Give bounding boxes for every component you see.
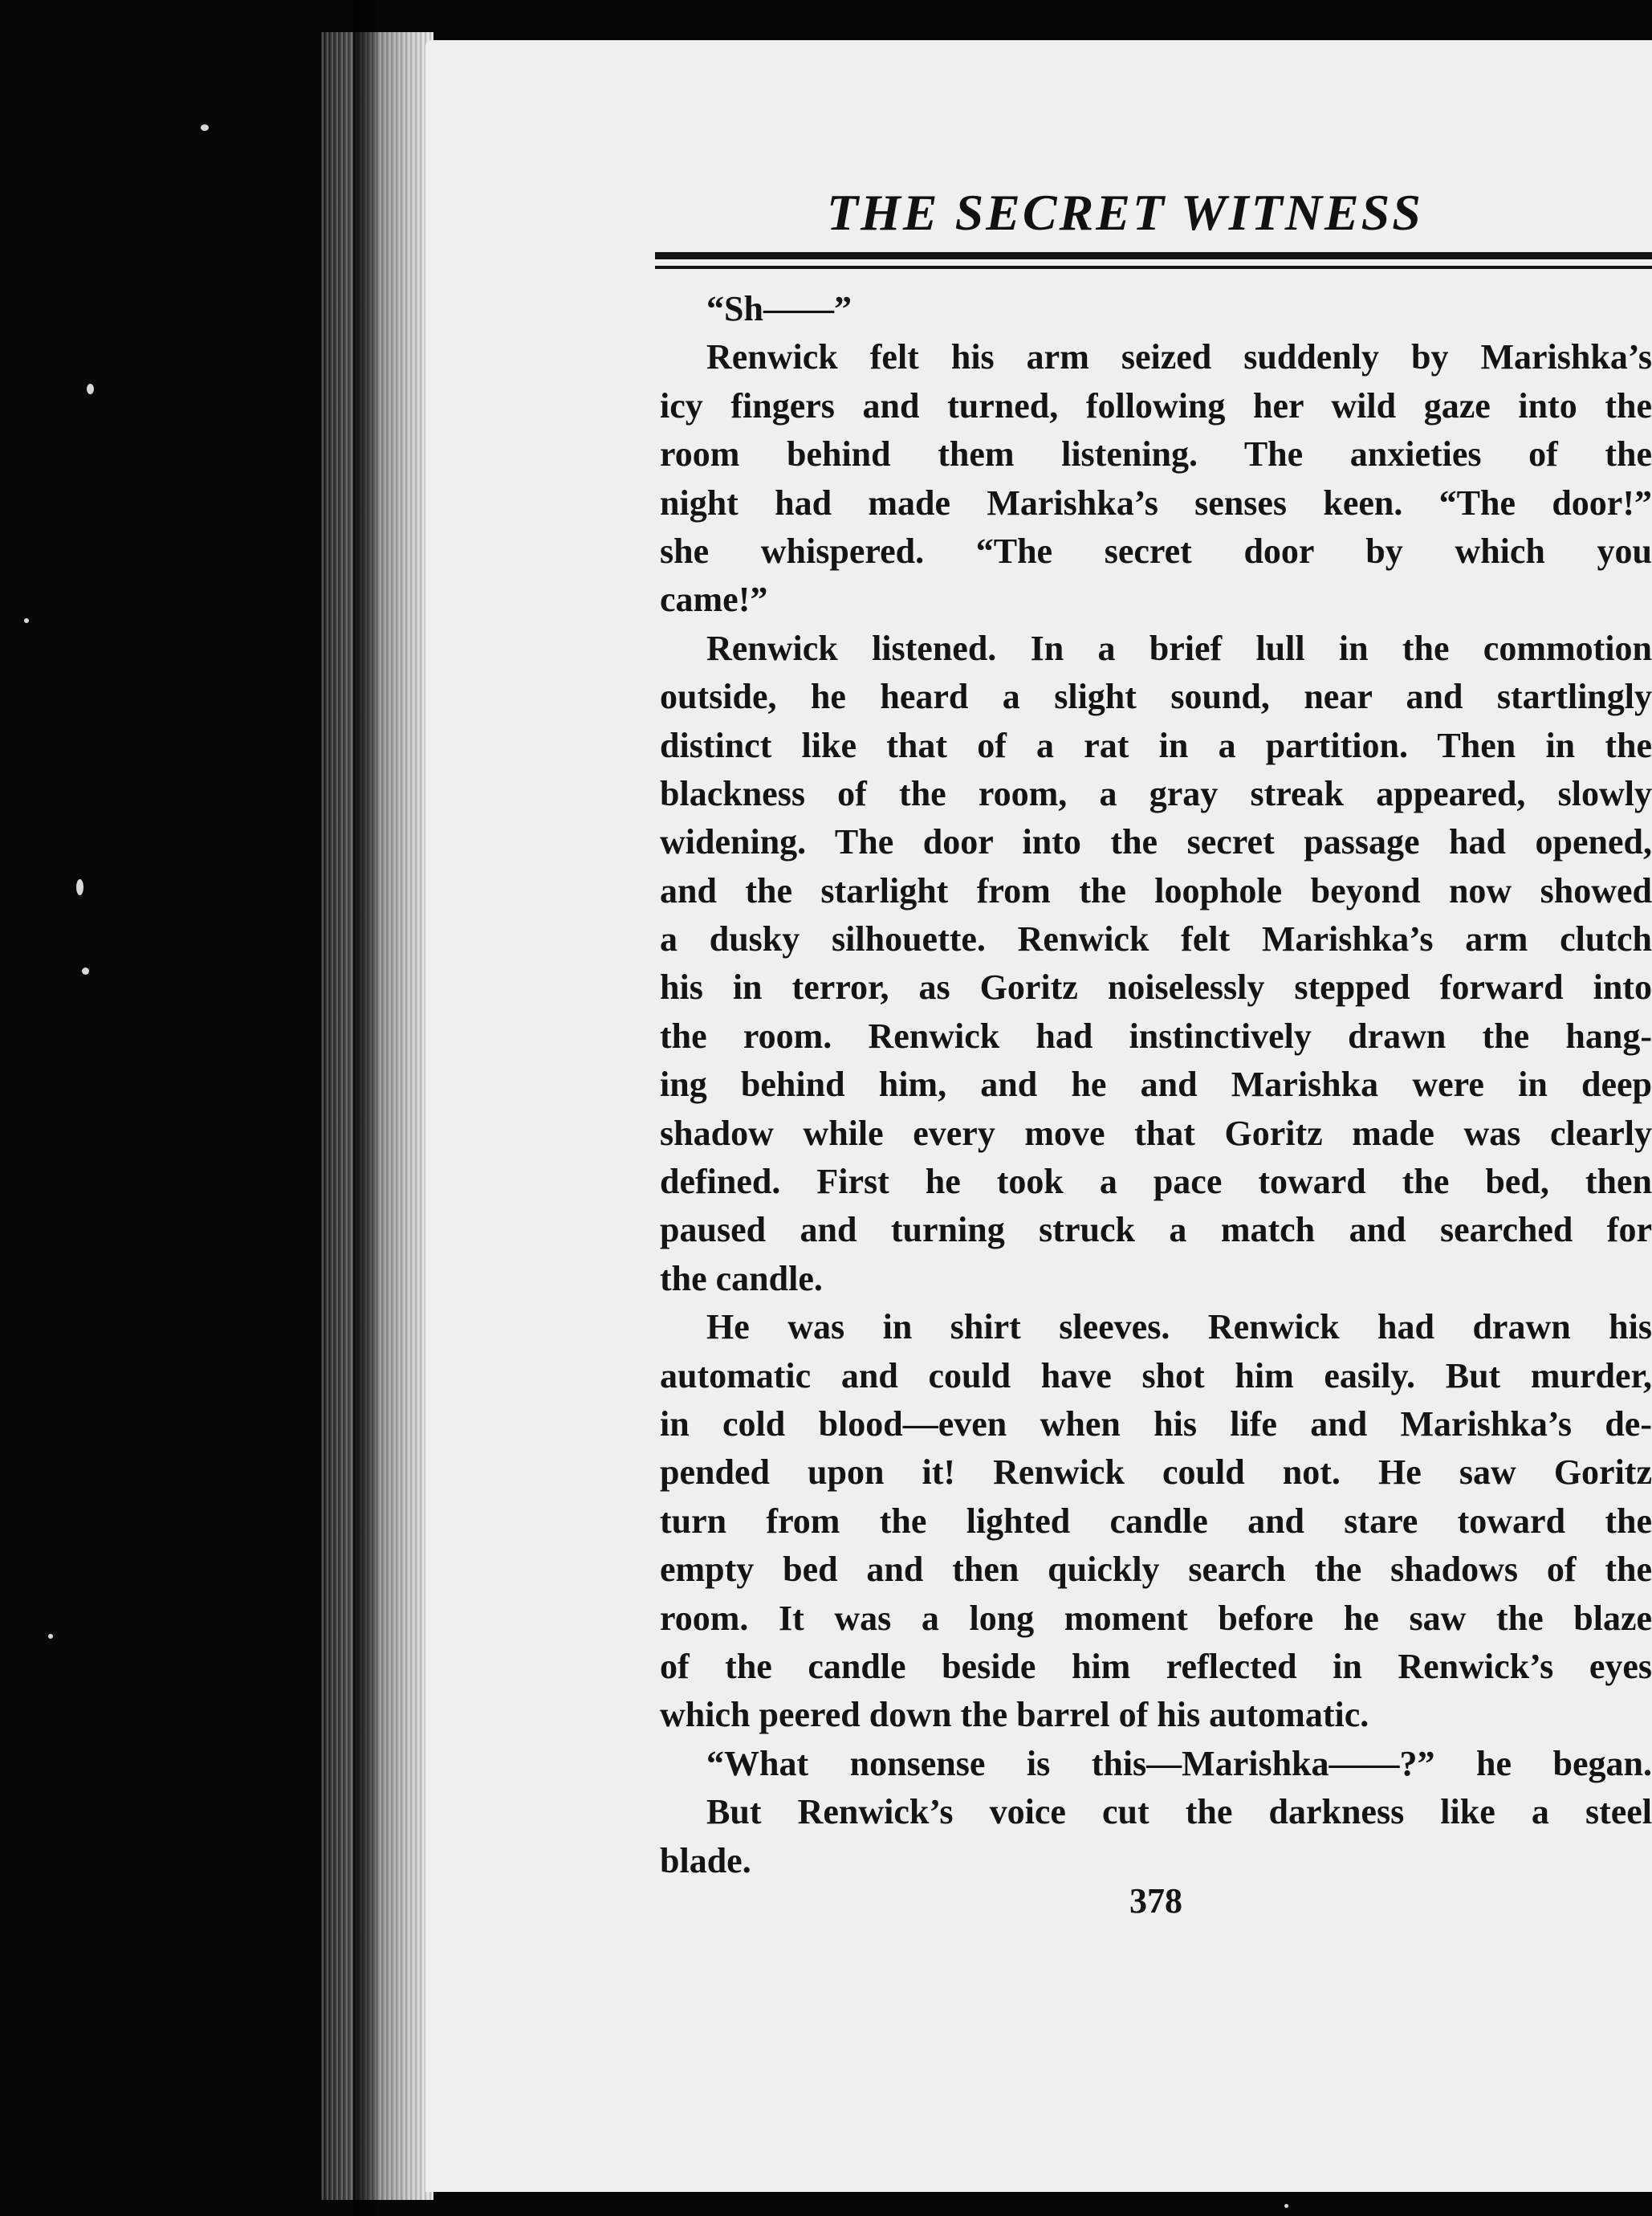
text-line: she whispered. “The secret door by which you: [660, 531, 1652, 571]
dust-speck: [1284, 2204, 1288, 2208]
text-line: paused and turning struck a match and searched for: [660, 1210, 1652, 1250]
dust-speck: [76, 879, 83, 895]
text-line: night had made Marishka’s senses keen. “The door!”: [660, 483, 1652, 523]
text-line: and the starlight from the loophole beyond now showed: [660, 870, 1652, 910]
dust-speck: [48, 1634, 53, 1639]
text-line: “Sh——”: [706, 289, 852, 328]
text-line: room. It was a long moment before he saw the blaze: [660, 1598, 1652, 1638]
dust-speck: [87, 384, 94, 394]
header-rule-thick: [655, 252, 1652, 259]
text-line: outside, he heard a slight sound, near and startlingly: [660, 677, 1652, 717]
text-line: empty bed and then quickly search the shadows of the: [660, 1550, 1652, 1590]
text-line: the candle.: [660, 1258, 823, 1298]
text-line: shadow while every move that Goritz made was clearly: [660, 1113, 1652, 1153]
text-line: automatic and could have shot him easily. But murder,: [660, 1355, 1652, 1395]
page-edges: [321, 32, 433, 2200]
text-line: He was in shirt sleeves. Renwick had drawn his: [706, 1307, 1652, 1347]
text-line: in cold blood—even when his life and Marishka’s de-: [660, 1403, 1652, 1444]
text-line: blade.: [660, 1840, 751, 1880]
text-line: distinct like that of a rat in a partition. Then in the: [660, 725, 1652, 765]
gutter-shadow: [353, 0, 377, 2216]
text-line: icy fingers and turned, following her wild gaze into the: [660, 385, 1652, 426]
text-line: Renwick listened. In a brief lull in the commotion: [706, 628, 1652, 668]
dust-speck: [201, 124, 209, 131]
text-line: defined. First he took a pace toward the bed, then: [660, 1162, 1652, 1202]
text-line: But Renwick’s voice cut the darkness like a steel: [706, 1792, 1652, 1832]
header-rule-thin: [655, 266, 1652, 269]
page-number: 378: [1129, 1881, 1182, 1921]
dust-speck: [82, 967, 89, 975]
running-head: THE SECRET WITNESS: [827, 184, 1423, 241]
text-line: “What nonsense is this—Marishka——?” he began.: [706, 1743, 1652, 1783]
text-line: ing behind him, and he and Marishka were in deep: [660, 1065, 1652, 1105]
text-line: pended upon it! Renwick could not. He saw Goritz: [660, 1452, 1652, 1493]
text-line: turn from the lighted candle and stare toward the: [660, 1501, 1652, 1541]
text-line: Renwick felt his arm seized suddenly by Marishka’s: [706, 337, 1652, 377]
body-text: [660, 285, 1652, 1885]
text-line: which peered down the barrel of his automatic.: [660, 1695, 1369, 1735]
text-line: a dusky silhouette. Renwick felt Marishka’s arm clutch: [660, 919, 1652, 959]
text-line: came!”: [660, 580, 768, 620]
text-line: room behind them listening. The anxieties of the: [660, 434, 1652, 475]
text-line: the room. Renwick had instinctively drawn the hang-: [660, 1016, 1652, 1056]
text-line: widening. The door into the secret passage had opened,: [660, 822, 1652, 862]
text-line: of the candle beside him reflected in Renwick’s eyes: [660, 1646, 1652, 1686]
text-line: his in terror, as Goritz noiselessly stepped forward into: [660, 967, 1652, 1008]
dust-speck: [24, 618, 29, 623]
text-line: blackness of the room, a gray streak appeared, slowly: [660, 773, 1652, 813]
